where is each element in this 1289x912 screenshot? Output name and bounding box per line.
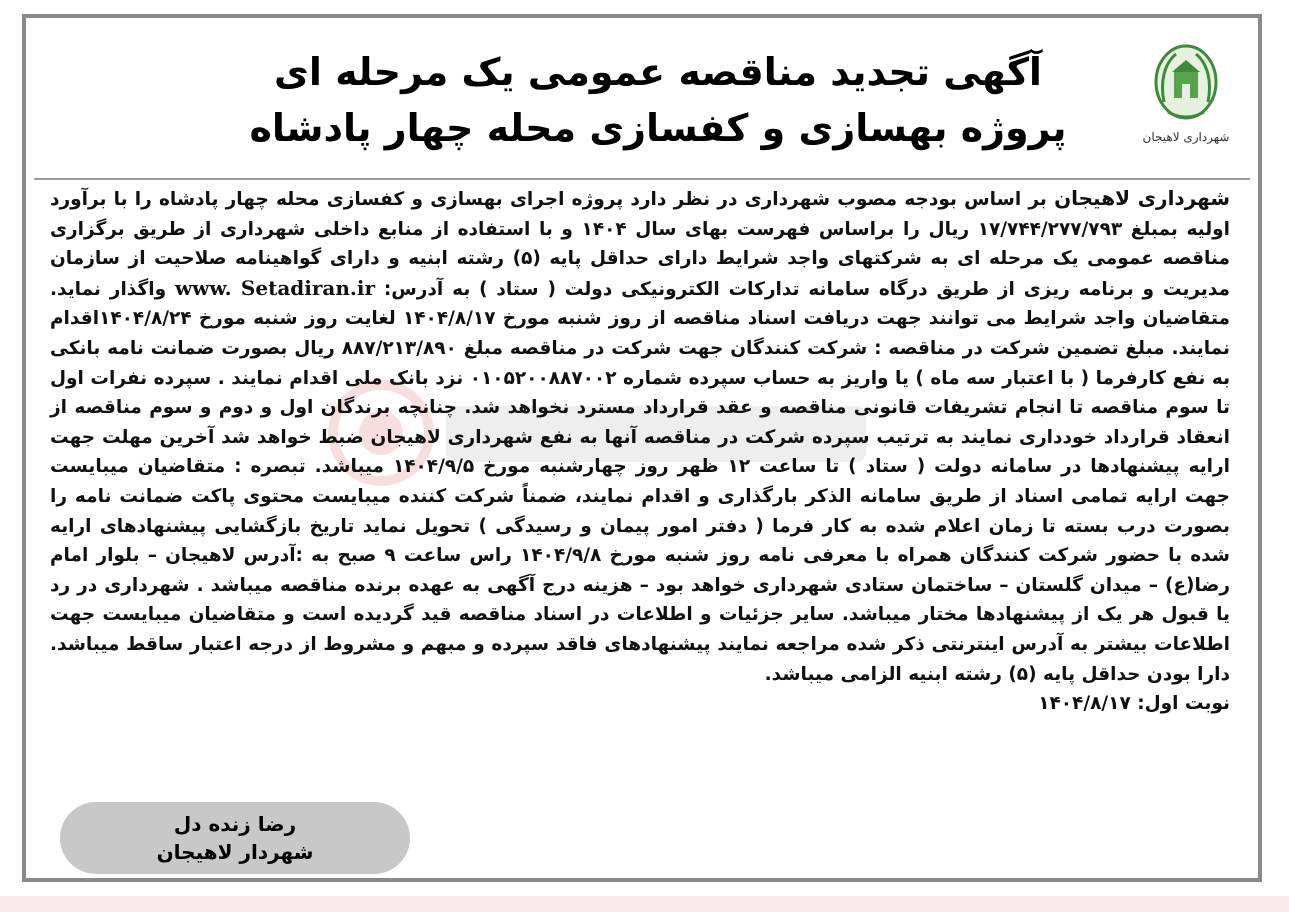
notice-body [50, 184, 1230, 719]
title-line-2: پروژه بهسازی و کفسازی محله چهار پادشاه [249, 106, 1067, 150]
publication-round: نوبت اول: ۱۴۰۴/۸/۱۷ [1038, 693, 1230, 715]
title-line-1: آگهی تجدید مناقصه عمومی یک مرحله ای [274, 50, 1042, 94]
municipality-emblem-icon [1150, 42, 1222, 128]
page-title [208, 44, 1108, 156]
notice-lead: شهرداری لاهیجان [1054, 186, 1230, 210]
signatory-name: رضا زنده دل [173, 812, 297, 836]
advertisement-frame [22, 14, 1262, 882]
municipality-logo [1134, 42, 1238, 160]
logo-caption: شهرداری لاهیجان [1142, 130, 1230, 144]
website-link[interactable]: www. Setadiran.ir [174, 275, 375, 300]
signature-box [60, 802, 410, 874]
header-divider [34, 178, 1250, 180]
bottom-strip [0, 896, 1289, 912]
notice-text-part-2: واگذار نماید. متقاضیان واجد شرایط می توانند جهت دریافت اسناد مناقصه از روز شنبه مورخ ۱۴۰۴/۸/۱۷ لغایت روز شنبه مورخ ۱۴۰۴/۸/۲۴اقدام نمایند. مبلغ تضمین شرکت در مناقصه : شرکت کنندگان جهت شرکت در مناقصه مبلغ ۸۸۷/۲۱۳/۸۹۰ ریال بصورت ضمانت نامه بانکی به نفع کارفرما ( با اعتبار سه ماه ) یا واریز به حساب سپرده شماره ۰۱۰۵۲۰۰۸۸۷۰۰۲ نزد بانک ملی اقدام نمایند . سپرده نفرات اول تا سوم مناقصه تا انجام تشریفات قانونی مناقصه و عقد قرارداد مسترد نخواهد شد. چنانچه برندگان اول و دوم و سوم مناقصه از انعقاد قرارداد خودداری نمایند به ترتیب سپرده شرکت در مناقصه آنها به نفع شهرداری لاهیجان ضبط خواهد شد آخرین مهلت جهت ارایه پیشنهادها در سامانه دولت ( ستاد ) تا ساعت ۱۲ ظهر روز چهارشنبه مورخ ۱۴۰۴/۹/۵ میباشد. تبصره : متقاضیان میبایست جهت ارایه تمامی اسناد از طریق سامانه الذکر بارگذاری و اقدام نمایند، ضمناً شرکت کننده میبایست محتوی پاکت ضمانت نامه را بصورت درب بسته تا زمان اعلام شده به کار فرما ( دفتر امور پیمان و رسیدگی ) تحویل نماید تاریخ بازگشایی پیشنهادهای ارایه شده با حضور شرکت کنندگان همراه با معرفی نامه روز شنبه مورخ ۱۴۰۴/۹/۸ راس ساعت ۹ صبح به :آدرس لاهیجان – بلوار امام رضا(ع) – میدان گلستان – ساختمان ستادی شهرداری خواهد بود – هزینه درج آگهی به عهده برنده مناقصه میباشد . شهرداری در رد یا قبول هر یک از پیشنهادها مختار میباشد. سایر جزئیات و اطلاعات در اسناد مناقصه قید گردیده است و متقاضیان میبایست جهت اطلاعات بیشتر به آدرس اینترنتی ذکر شده مراجعه نمایند پیشنهادهای فاقد سپرده و مبهم و مشروط از درجه اعتبار ساقط میباشد. دارا بودن حداقل پایه (۵) رشته ابنیه الزامی میباشد. [50, 278, 1231, 685]
signatory-title: شهردار لاهیجان [156, 840, 314, 864]
notice-text-part-1: بر اساس بودجه مصوب شهرداری در نظر دارد پروژه اجرای بهسازی و کفسازی محله چهار پادشاه را با برآورد اولیه بمبلغ ۱۷/۷۴۴/۲۷۷/۷۹۳ ریال را براساس فهرست بهای سال ۱۴۰۴ و با استفاده از منابع داخلی شهرداری از طریق برگزاری مناقصه عمومی یک مرحله ای به شرکتهای واجد شرایط دارای حداقل پایه (۵) رشته ابنیه و دارای گواهینامه صلاحیت از سازمان مدیریت و برنامه ریزی از طریق درگاه سامانه تدارکات الکترونیکی دولت ( ستاد ) به آدرس: [50, 189, 1231, 300]
